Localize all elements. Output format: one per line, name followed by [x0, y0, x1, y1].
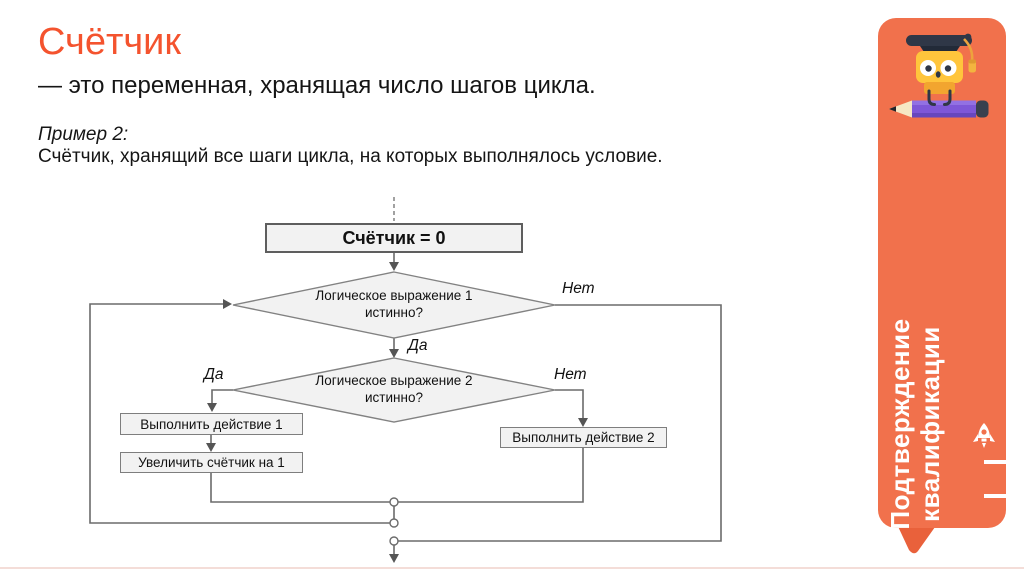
decision-1-line1: Логическое выражение 1: [315, 288, 473, 303]
arrowhead-icon: [207, 403, 217, 412]
example-description: Счётчик, хранящий все шаги цикла, на которых выполнялось условие.: [38, 146, 663, 167]
ribbon-vertical-text: [885, 284, 945, 564]
connector-inc-to-junction: [211, 473, 390, 502]
connector-act2-to-junction: [398, 448, 583, 502]
junction-node: [390, 519, 398, 527]
junction-node: [390, 537, 398, 545]
example-label: Пример 2:: [38, 124, 129, 145]
arrowhead-icon: [389, 554, 399, 563]
slide-bottom-edge: [0, 567, 1024, 569]
arrowhead-icon: [389, 262, 399, 271]
decision-2-label: [254, 373, 534, 406]
junction-node: [390, 498, 398, 506]
arrowhead-icon: [578, 418, 588, 427]
decision-1-label: [254, 288, 534, 321]
ribbon-tick: [984, 460, 1007, 464]
increment-box: Увеличить счётчик на 1: [120, 452, 303, 473]
arrowhead-icon: [223, 299, 232, 309]
ribbon-text-line2: квалификации: [915, 326, 945, 522]
rocket-icon: [972, 422, 996, 454]
decision-1-yes-label: Да: [408, 337, 428, 354]
page-title: Счётчик: [38, 21, 182, 63]
decision-2-yes-label: Да: [204, 366, 224, 383]
action-1-box: Выполнить действие 1: [120, 413, 303, 435]
arrowhead-icon: [206, 443, 216, 452]
connector-d2-yes: [212, 390, 233, 403]
ribbon-tick: [984, 494, 1007, 498]
decision-1-line2: истинно?: [365, 304, 423, 320]
decision-1-no-label: Нет: [562, 280, 595, 297]
start-box: Счётчик = 0: [265, 223, 523, 253]
connector-d1-no-loop-exit: [398, 305, 721, 541]
decision-2-no-label: Нет: [554, 366, 587, 383]
connector-d2-no: [555, 390, 583, 418]
arrowhead-icon: [389, 349, 399, 358]
action-2-box: Выполнить действие 2: [500, 427, 667, 448]
ribbon-text-line1: Подтверждение: [885, 318, 915, 530]
slide-subtitle: — это переменная, хранящая число шагов цикла.: [38, 72, 596, 99]
decision-2-line1: Логическое выражение 2: [315, 373, 473, 388]
owl-graduate-pencil-mascot-icon: [880, 25, 1010, 125]
decision-2-line2: истинно?: [365, 389, 423, 405]
